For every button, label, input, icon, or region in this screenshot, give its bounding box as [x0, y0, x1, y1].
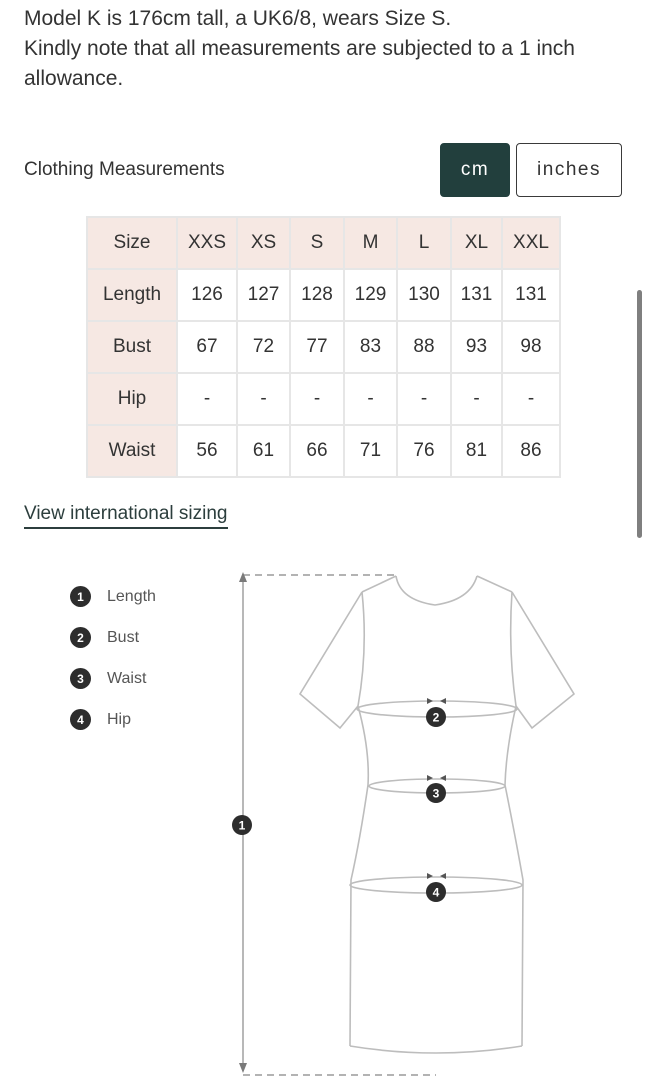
table-row — [87, 373, 560, 425]
table-row — [87, 321, 560, 373]
header-cell: XXL — [502, 217, 560, 269]
table-cell: 67 — [177, 321, 237, 373]
header-cell: XL — [451, 217, 502, 269]
table-cell: 131 — [502, 269, 560, 321]
number-badge-icon: 3 — [70, 668, 91, 689]
table-cell: 77 — [290, 321, 344, 373]
marker-3-icon — [426, 783, 446, 803]
legend-item-hip — [70, 699, 156, 740]
table-header-row — [87, 217, 560, 269]
header-cell: M — [344, 217, 397, 269]
table-cell: - — [344, 373, 397, 425]
marker-4-icon — [426, 882, 446, 902]
model-size-text: Model K is 176cm tall, a UK6/8, wears Size S. — [24, 7, 452, 30]
table-cell: 130 — [397, 269, 451, 321]
arrow-up-icon — [239, 572, 247, 582]
legend-label: Hip — [107, 710, 132, 728]
dress-outline-icon — [300, 576, 574, 1053]
inches-button[interactable]: inches — [516, 143, 622, 197]
number-badge-icon: 1 — [70, 586, 91, 607]
table-cell: 128 — [290, 269, 344, 321]
svg-text:4: 4 — [432, 885, 440, 900]
table-cell: 66 — [290, 425, 344, 477]
legend-item-bust — [70, 617, 156, 658]
table-cell: - — [397, 373, 451, 425]
legend-label: Bust — [107, 628, 140, 646]
size-chart-table — [86, 216, 561, 478]
header-cell: L — [397, 217, 451, 269]
number-badge-icon: 4 — [70, 709, 91, 730]
table-cell: - — [177, 373, 237, 425]
table-cell: 86 — [502, 425, 560, 477]
table-cell: 61 — [237, 425, 290, 477]
table-cell: 88 — [397, 321, 451, 373]
table-cell: 56 — [177, 425, 237, 477]
legend-item-waist — [70, 658, 156, 699]
row-label: Waist — [87, 425, 177, 477]
marker-1-icon — [232, 815, 252, 835]
legend-label: Waist — [107, 669, 147, 687]
table-cell: 76 — [397, 425, 451, 477]
header-cell: XXS — [177, 217, 237, 269]
dress-measurement-diagram — [220, 560, 600, 1080]
international-sizing-link[interactable]: View international sizing — [24, 503, 228, 529]
cm-button[interactable]: cm — [440, 143, 510, 197]
header-cell: S — [290, 217, 344, 269]
table-cell: 72 — [237, 321, 290, 373]
table-cell: - — [502, 373, 560, 425]
unit-toggle — [440, 143, 622, 197]
table-row — [87, 269, 560, 321]
header-cell: XS — [237, 217, 290, 269]
marker-2-icon — [426, 707, 446, 727]
table-row — [87, 425, 560, 477]
table-cell: 98 — [502, 321, 560, 373]
table-cell: 83 — [344, 321, 397, 373]
number-badge-icon: 2 — [70, 627, 91, 648]
table-cell: - — [290, 373, 344, 425]
table-cell: - — [237, 373, 290, 425]
row-label: Length — [87, 269, 177, 321]
length-line-icon — [243, 575, 436, 1075]
svg-text:3: 3 — [432, 786, 440, 801]
table-cell: 126 — [177, 269, 237, 321]
section-title: Clothing Measurements — [24, 159, 225, 180]
table-cell: 131 — [451, 269, 502, 321]
row-label: Bust — [87, 321, 177, 373]
legend-item-length — [70, 576, 156, 617]
table-cell: 81 — [451, 425, 502, 477]
allowance-note: Kindly note that all measurements are subjected to a 1 inch allowance. — [24, 37, 575, 90]
table-cell: 127 — [237, 269, 290, 321]
svg-text:1: 1 — [238, 818, 246, 833]
measurement-legend — [70, 576, 156, 740]
row-label: Hip — [87, 373, 177, 425]
table-cell: 129 — [344, 269, 397, 321]
table-cell: 71 — [344, 425, 397, 477]
table-cell: - — [451, 373, 502, 425]
measurements-header — [24, 143, 622, 197]
table-cell: 93 — [451, 321, 502, 373]
legend-label: Length — [107, 587, 156, 605]
arrow-down-icon — [239, 1063, 247, 1073]
header-cell: Size — [87, 217, 177, 269]
svg-text:2: 2 — [432, 710, 440, 725]
scrollbar[interactable] — [637, 290, 642, 538]
model-info — [24, 4, 624, 94]
